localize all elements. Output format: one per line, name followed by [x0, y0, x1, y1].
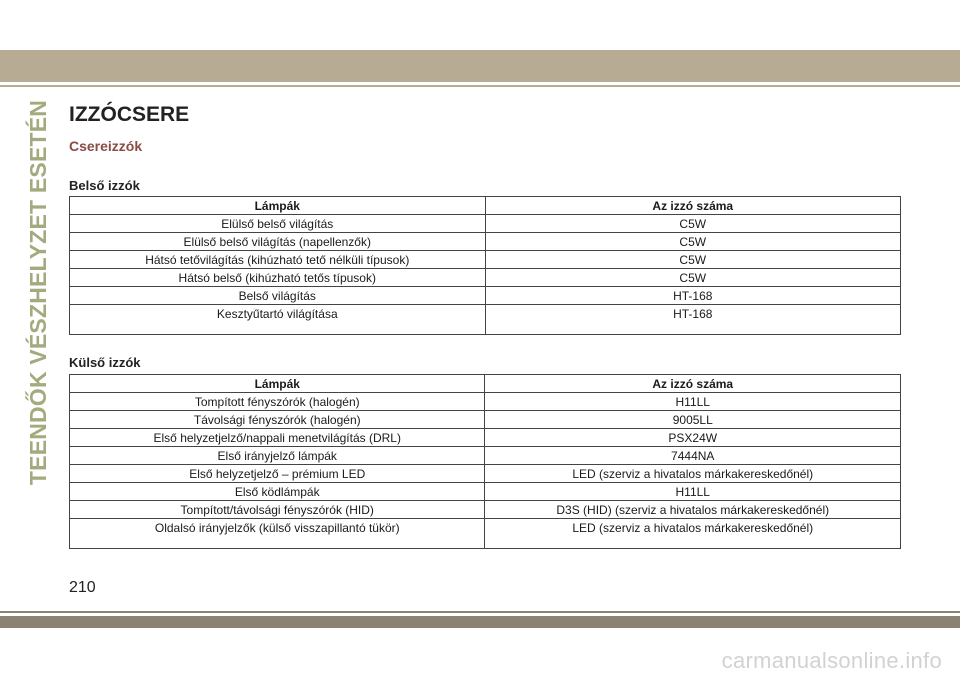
bulb-number-cell: H11LL — [485, 393, 901, 411]
lamp-cell: Első helyzetjelző – prémium LED — [70, 465, 485, 483]
table-row — [70, 519, 901, 549]
lamp-cell: Hátsó belső (kihúzható tetős típusok) — [70, 269, 486, 287]
bulb-number-cell: C5W — [485, 251, 900, 269]
page-title: IZZÓCSERE — [69, 103, 190, 126]
table-row — [70, 305, 901, 335]
header-bulb-number: Az izzó száma — [485, 197, 900, 215]
bulb-number-cell: C5W — [485, 233, 900, 251]
exterior-bulbs-title: Külső izzók — [69, 355, 141, 370]
table-row — [70, 429, 901, 447]
table-row — [70, 465, 901, 483]
lamp-cell: Elülső belső világítás — [70, 215, 486, 233]
chapter-side-tab-label: TEENDŐK VÉSZHELYZET ESETÉN — [25, 99, 52, 485]
exterior-bulbs-table — [69, 374, 901, 549]
lamp-cell: Tompított fényszórók (halogén) — [70, 393, 485, 411]
bulb-number-cell: LED (szerviz a hivatalos márkakereskedőnél) — [485, 519, 901, 549]
table-row — [70, 269, 901, 287]
table-header-row — [70, 375, 901, 393]
table-row — [70, 501, 901, 519]
table-row — [70, 393, 901, 411]
table-row — [70, 215, 901, 233]
footer-rule — [0, 611, 960, 613]
interior-bulbs-table — [69, 196, 901, 335]
table-row — [70, 411, 901, 429]
bulb-number-cell: PSX24W — [485, 429, 901, 447]
header-band — [0, 50, 960, 82]
bulb-number-cell: C5W — [485, 215, 900, 233]
section-title: Csereizzók — [69, 138, 143, 154]
bulb-number-cell: D3S (HID) (szerviz a hivatalos márkakereskedőnél) — [485, 501, 901, 519]
bulb-number-cell: 9005LL — [485, 411, 901, 429]
page-number: 210 — [69, 579, 96, 596]
bulb-number-cell: HT-168 — [485, 305, 900, 335]
header-lamps: Lámpák — [70, 197, 486, 215]
lamp-cell: Első irányjelző lámpák — [70, 447, 485, 465]
lamp-cell: Oldalsó irányjelzők (külső visszapillantó tükör) — [70, 519, 485, 549]
bulb-number-cell: LED (szerviz a hivatalos márkakereskedőnél) — [485, 465, 901, 483]
bulb-number-cell: HT-168 — [485, 287, 900, 305]
header-lamps: Lámpák — [70, 375, 485, 393]
table-row — [70, 287, 901, 305]
header-bulb-number: Az izzó száma — [485, 375, 901, 393]
table-row — [70, 483, 901, 501]
interior-bulbs-title: Belső izzók — [69, 178, 140, 193]
lamp-cell: Hátsó tetővilágítás (kihúzható tető nélküli típusok) — [70, 251, 486, 269]
chapter-side-tab — [24, 99, 54, 485]
bulb-number-cell: C5W — [485, 269, 900, 287]
header-rule — [0, 85, 960, 87]
table-row — [70, 251, 901, 269]
lamp-cell: Tompított/távolsági fényszórók (HID) — [70, 501, 485, 519]
lamp-cell: Belső világítás — [70, 287, 486, 305]
lamp-cell: Elülső belső világítás (napellenzők) — [70, 233, 486, 251]
watermark: carmanualsonline.info — [721, 648, 942, 673]
footer-band — [0, 616, 960, 628]
lamp-cell: Távolsági fényszórók (halogén) — [70, 411, 485, 429]
lamp-cell: Első helyzetjelző/nappali menetvilágítás (DRL) — [70, 429, 485, 447]
lamp-cell: Kesztyűtartó világítása — [70, 305, 486, 335]
bulb-number-cell: H11LL — [485, 483, 901, 501]
table-row — [70, 233, 901, 251]
bulb-number-cell: 7444NA — [485, 447, 901, 465]
lamp-cell: Első ködlámpák — [70, 483, 485, 501]
table-row — [70, 447, 901, 465]
table-header-row — [70, 197, 901, 215]
